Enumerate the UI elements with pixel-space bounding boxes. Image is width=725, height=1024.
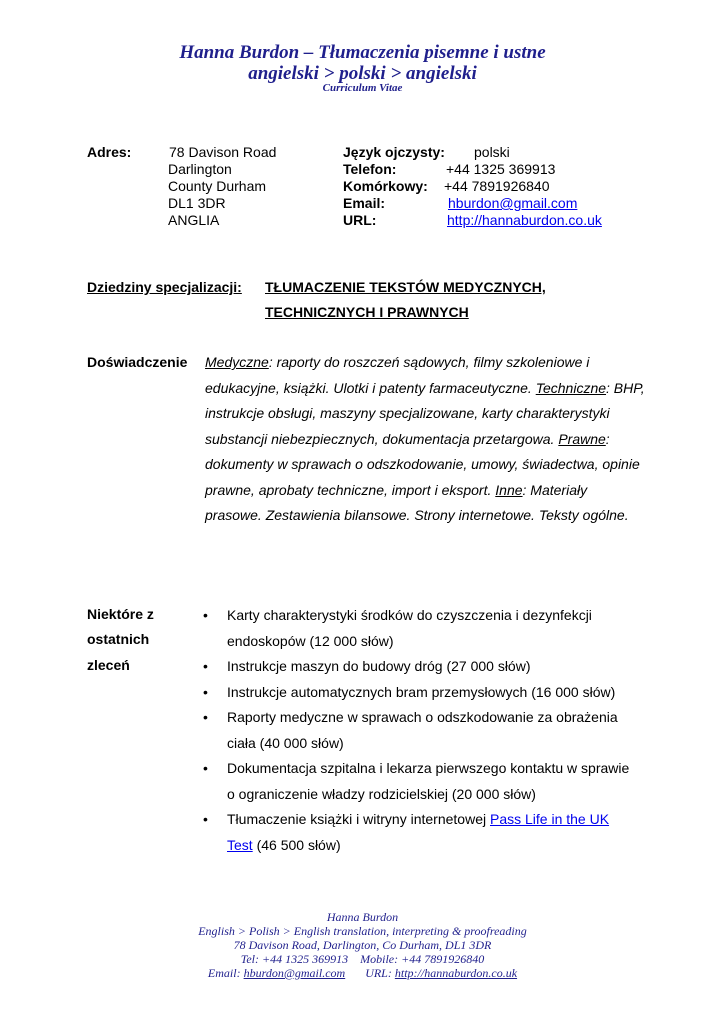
footer-contact-line (0, 966, 725, 981)
bullet-icon: • (203, 607, 208, 623)
url-label: URL: (343, 212, 377, 228)
experience-other-text: : Materiały prasowe. Zestawienia bilansowe. Strony internetowe. Teksty ogólne. (205, 481, 629, 523)
native-language-label: Język ojczysty: (343, 144, 445, 160)
bullet-icon: • (203, 658, 208, 674)
specialization-value-line2: TECHNICZNYCH I PRAWNYCH (265, 304, 469, 320)
email-link[interactable]: hburdon@gmail.com (448, 195, 578, 211)
experience-technical-label: Techniczne (535, 379, 607, 396)
page-title-line2: angielski > polski > angielski (248, 63, 477, 84)
list-item (203, 654, 633, 680)
order-text: Dokumentacja szpitalna i lekarza pierwszego kontaktu w sprawie o ograniczenie władzy rodzicielskiej (20 000 słów) (227, 760, 630, 802)
experience-medical-text: : raporty do roszczeń sądowych, filmy szkoleniowe i edukacyjne, książki. Ulotki i patenty farmaceutyczne. (205, 354, 590, 396)
experience-label: Doświadczenie (87, 354, 188, 370)
native-language-value: polski (474, 144, 510, 160)
bullet-icon: • (203, 683, 208, 700)
recent-orders-label-3: zleceń (87, 657, 130, 673)
specialization-label: Dziedziny specjalizacji: (87, 279, 242, 295)
order-text: Karty charakterystyki środków do czyszczenia i dezynfekcji endoskopów (12 000 słów) (227, 607, 592, 649)
footer-url-label: URL: (365, 966, 395, 980)
footer-services: English > Polish > English translation, interpreting & proofreading (198, 924, 527, 938)
specialization-value-line1: TŁUMACZENIE TEKSTÓW MEDYCZNYCH, (265, 279, 546, 295)
mobile-label: Komórkowy: (343, 178, 428, 194)
experience-text (205, 350, 645, 529)
mobile-value: +44 7891926840 (444, 178, 550, 194)
list-item (203, 807, 633, 858)
address-line-5: ANGLIA (168, 212, 220, 228)
experience-other-label: Inne (495, 481, 523, 498)
footer-address: 78 Davison Road, Darlington, Co Durham, DL1 3DR (233, 938, 492, 952)
phone-value: +44 1325 369913 (446, 161, 556, 177)
bullet-icon: • (203, 760, 208, 776)
order-text: Instrukcje automatycznych bram przemysłowych (16 000 słów) (227, 683, 616, 700)
footer-tel: Tel: +44 1325 369913 Mobile: +44 7891926840 (240, 952, 485, 966)
recent-orders-label-1: Niektóre z (87, 606, 154, 622)
order-text-suffix: (46 500 słów) (252, 836, 341, 853)
recent-orders-label-2: ostatnich (87, 631, 150, 647)
bullet-icon: • (203, 811, 208, 827)
list-item (203, 705, 633, 756)
experience-technical-text: : BHP, instrukcje obsługi, maszyny specjalizowane, karty charakterystyki substancji niebezpiecznych, dokumentacja przetargowa. (205, 379, 645, 447)
email-label: Email: (343, 195, 386, 211)
order-text: Instrukcje maszyn do budowy dróg (27 000 słów) (227, 658, 531, 674)
phone-label: Telefon: (343, 161, 397, 177)
url-link[interactable]: http://hannaburdon.co.uk (447, 212, 602, 228)
experience-legal-label: Prawne (558, 430, 606, 447)
order-text: Raporty medyczne w sprawach o odszkodowanie za obrażenia ciała (40 000 słów) (227, 709, 618, 751)
page-subtitle: Curriculum Vitae (322, 82, 403, 94)
address-line-1: 78 Davison Road (169, 144, 277, 160)
footer-name: Hanna Burdon (326, 910, 399, 924)
address-label: Adres: (87, 144, 132, 160)
bullet-icon: • (203, 709, 208, 725)
footer-email-label: Email: (207, 966, 244, 980)
list-item (203, 680, 633, 706)
experience-legal-text: : dokumenty w sprawach o odszkodowanie, umowy, świadectwa, opinie prawne, aprobaty techniczne, import i eksport. (205, 430, 640, 498)
address-line-3: County Durham (168, 178, 267, 194)
list-item (203, 603, 633, 654)
footer-email-link[interactable]: hburdon@gmail.com (243, 966, 346, 980)
experience-medical-label: Medyczne (205, 354, 269, 370)
list-item (203, 756, 633, 807)
order-text-prefix: Tłumaczenie książki i witryny internetowej (227, 811, 490, 827)
page-title: Hanna Burdon – Tłumaczenia pisemne i ustne (179, 42, 546, 63)
address-line-4: DL1 3DR (168, 195, 226, 211)
address-line-2: Darlington (168, 161, 232, 177)
recent-orders-list (203, 603, 633, 858)
pass-life-link[interactable]: Pass Life in the UK Test (227, 811, 610, 853)
footer-url-link[interactable]: http://hannaburdon.co.uk (394, 966, 518, 980)
